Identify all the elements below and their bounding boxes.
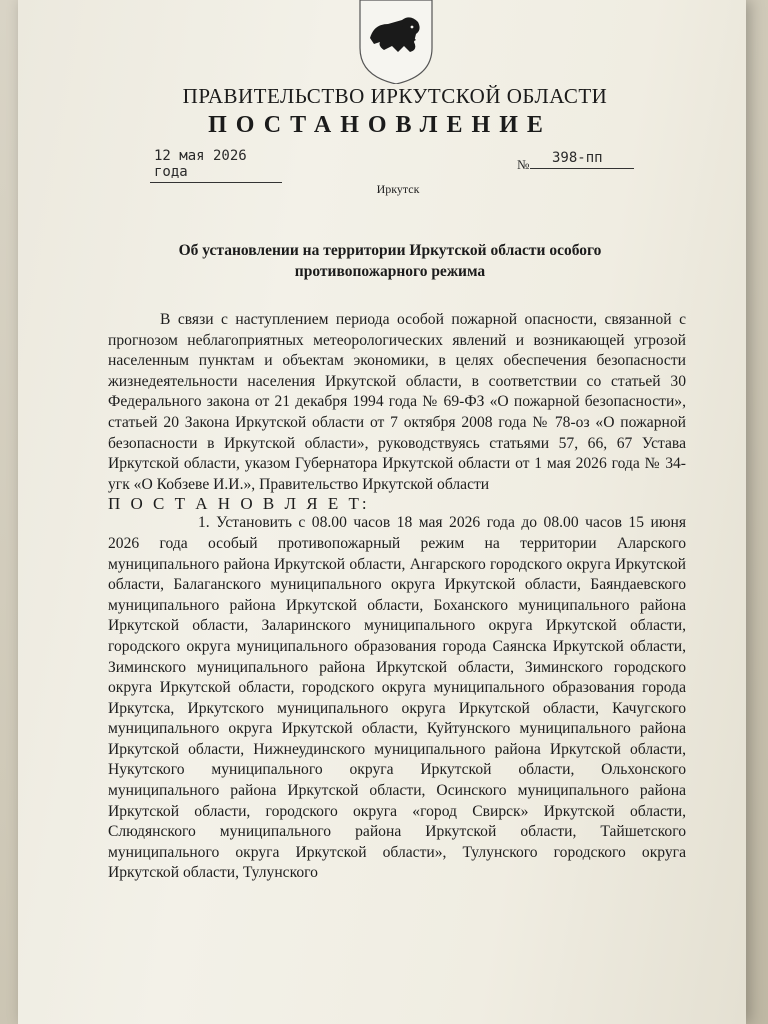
decree-number: 398-пп — [530, 150, 634, 169]
city: Иркутск — [376, 182, 420, 196]
clause-1-paragraph: 1. Установить с 08.00 часов 18 мая 2026 года до 08.00 часов 15 июня 2026 года особый противопожарный режим на территории Аларского муниципального района Иркутской области, Ангарского городского округа Иркутской области, Балаганского муниципального округа Иркутской области, Баяндаевского муниципального района Иркутской области, Боханского муниципального района Иркутской области, Заларинского муниципального округа Иркутской области, городского округа муниципального образования города Саянска Иркутской области, Зиминского муниципального района Иркутской области, Зиминского городского округа Иркутской области, городского округа муниципального образования города Иркутска, Иркутского муниципального округа Иркутской области, Качугского муниципального округа Иркутской области, Куйтунского муниципального района Иркутской области, Нижнеудинского муниципального района Иркутской области, Нукутского муниципального округа Иркутской области, Ольхонского муниципального района Иркутской области, Осинского муниципального района Иркутской области, городского округа «город Свирск» Иркутской области, Слюдянского муниципального района Иркутской области, Тайшетского муниципального округа Иркутской области», Тулунского городского округа Иркутской области, Тулунского — [108, 514, 686, 882]
number-sign: № — [517, 157, 530, 172]
preamble-paragraph: В связи с наступлением периода особой пожарной опасности, связанной с прогнозом неблагоприятных метеорологических явлений и возникающей угрозой населенным пунктам и объектам экономики, в целях обеспечения безопасности жизнедеятельности населения Иркутской области, в соответствии со статьей 30 Федерального закона от 21 декабря 1994 года № 69-ФЗ «О пожарной безопасности», статьей 20 Закона Иркутской области от 7 октября 2008 года № 78-оз «О пожарной безопасности в Иркутской области», руководствуясь статьями 57, 66, 67 Устава Иркутской области, указом Губернатора Иркутской области от 1 мая 2026 года № 34-угк «О Кобзеве И.И.», Правительство Иркутской области — [108, 311, 686, 493]
document-body — [108, 310, 686, 884]
document-type: ПОСТАНОВЛЕНИЕ — [208, 112, 552, 138]
decree-date: 12 мая 2026 года — [150, 148, 282, 183]
resolves-heading: П О С Т А Н О В Л Я Е Т: — [108, 494, 370, 514]
document-title: Об установлении на территории Иркутской области особого противопожарного режима — [178, 242, 602, 280]
irkutsk-coat-of-arms-icon — [358, 0, 434, 84]
government-name: ПРАВИТЕЛЬСТВО ИРКУТСКОЙ ОБЛАСТИ — [182, 84, 608, 108]
